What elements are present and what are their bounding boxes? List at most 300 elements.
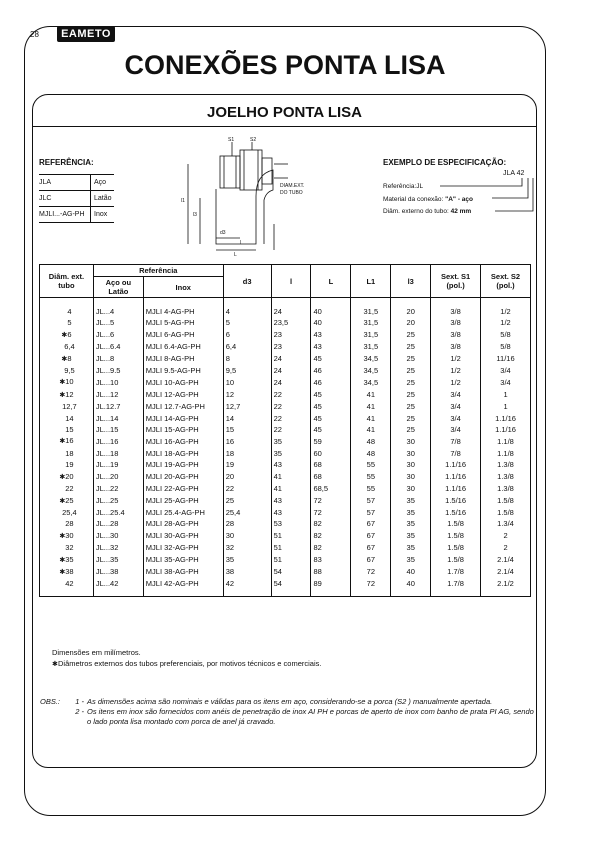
cell-l1: 34,5 bbox=[351, 376, 391, 388]
cell-l: 22 bbox=[271, 401, 311, 412]
cell-l: 41 bbox=[271, 483, 311, 494]
table-row bbox=[40, 542, 531, 553]
cell-inox: MJLI 22-AG-PH bbox=[143, 483, 223, 494]
obs-item bbox=[40, 707, 535, 727]
cell-s2: 1.3/4 bbox=[481, 518, 531, 529]
cell-diam: 22 bbox=[40, 483, 94, 494]
cell-d3: 28 bbox=[223, 518, 271, 529]
spec-connector-lines bbox=[420, 176, 535, 216]
table-row bbox=[40, 448, 531, 459]
cell-aco: JL...14 bbox=[93, 413, 143, 424]
cell-l: 22 bbox=[271, 413, 311, 424]
cell-s1: 3/4 bbox=[431, 401, 481, 412]
cell-L: 45 bbox=[311, 413, 351, 424]
cell-aco: JL...8 bbox=[93, 353, 143, 365]
cell-l3: 35 bbox=[391, 542, 431, 553]
cell-l1: 48 bbox=[351, 448, 391, 459]
cell-d3: 38 bbox=[223, 566, 271, 578]
cell-aco: JL.12.7 bbox=[93, 401, 143, 412]
cell-s2: 3/4 bbox=[481, 376, 531, 388]
cell-aco: JL...22 bbox=[93, 483, 143, 494]
cell-d3: 25 bbox=[223, 495, 271, 507]
brand-logo: EAMETO bbox=[57, 26, 115, 42]
spec-material-label: Material da conexão: bbox=[383, 196, 446, 203]
divider bbox=[32, 126, 537, 127]
cell-diam: 9,5 bbox=[40, 365, 94, 376]
cell-inox: MJLI 6.4-AG-PH bbox=[143, 341, 223, 352]
cell-s2: 2.1/4 bbox=[481, 566, 531, 578]
cell-aco: JL...12 bbox=[93, 389, 143, 401]
cell-s2: 1.1/16 bbox=[481, 424, 531, 435]
col-header-l3: l3 bbox=[391, 265, 431, 298]
star-icon: ✱ bbox=[61, 355, 68, 363]
obs-text: Os itens em inox são fornecidos com anéis de penetração de inox AI PH e porcas de aperto de inox com banho de prata PI AG, sendo o lado ponta lisa montado com porca de anel já cravado. bbox=[87, 707, 534, 726]
cell-aco: JL...6 bbox=[93, 329, 143, 341]
cell-diam: ✱16 bbox=[40, 435, 94, 447]
table-row bbox=[40, 317, 531, 328]
cell-l3: 25 bbox=[391, 401, 431, 412]
cell-d3: 6,4 bbox=[223, 341, 271, 352]
note-preferred-text: Diâmetros externos dos tubos preferenciais, por motivos técnicos e comerciais. bbox=[58, 659, 322, 668]
cell-L: 40 bbox=[311, 317, 351, 328]
cell-s2: 1.3/8 bbox=[481, 471, 531, 483]
cell-s1: 1.1/16 bbox=[431, 459, 481, 470]
star-icon: ✱ bbox=[59, 556, 66, 564]
cell-l1: 31,5 bbox=[351, 341, 391, 352]
cell-l: 35 bbox=[271, 435, 311, 447]
obs-number: 1 - bbox=[75, 697, 84, 706]
cell-d3: 12,7 bbox=[223, 401, 271, 412]
cell-l1: 31,5 bbox=[351, 317, 391, 328]
cell-L: 45 bbox=[311, 353, 351, 365]
table-row bbox=[40, 518, 531, 529]
cell-l: 51 bbox=[271, 542, 311, 553]
cell-L: 43 bbox=[311, 341, 351, 352]
cell-s2: 1/2 bbox=[481, 298, 531, 318]
spec-material-value: "A" - aço bbox=[445, 196, 473, 203]
cell-l1: 41 bbox=[351, 389, 391, 401]
cell-l3: 25 bbox=[391, 329, 431, 341]
table-row bbox=[40, 401, 531, 412]
reference-material: Inox bbox=[94, 211, 108, 218]
cell-inox: MJLI 4-AG-PH bbox=[143, 298, 223, 318]
cell-l: 43 bbox=[271, 495, 311, 507]
cell-inox: MJLI 30-AG-PH bbox=[143, 530, 223, 542]
cell-inox: MJLI 19-AG-PH bbox=[143, 459, 223, 470]
cell-L: 46 bbox=[311, 365, 351, 376]
label-s2: S2 bbox=[250, 137, 257, 143]
cell-l1: 67 bbox=[351, 518, 391, 529]
table-row bbox=[40, 376, 531, 388]
cell-L: 46 bbox=[311, 376, 351, 388]
cell-inox: MJLI 42-AG-PH bbox=[143, 578, 223, 596]
cell-aco: JL...19 bbox=[93, 459, 143, 470]
table-row bbox=[40, 483, 531, 494]
cell-diam: ✱35 bbox=[40, 554, 94, 566]
cell-s2: 2.1/4 bbox=[481, 554, 531, 566]
obs-label: OBS.: bbox=[40, 697, 61, 706]
cell-diam: 25,4 bbox=[40, 507, 94, 518]
cell-l: 51 bbox=[271, 554, 311, 566]
cell-diam: 28 bbox=[40, 518, 94, 529]
obs-text: As dimensões acima são nominais e válidas para os itens em aço, considerando-se a porca (S2 ) manualmente apertada. bbox=[87, 697, 493, 706]
cell-inox: MJLI 28-AG-PH bbox=[143, 518, 223, 529]
cell-s2: 2.1/2 bbox=[481, 578, 531, 596]
table-row bbox=[40, 298, 531, 318]
cell-aco: JL...4 bbox=[93, 298, 143, 318]
cell-inox: MJLI 5-AG-PH bbox=[143, 317, 223, 328]
cell-diam: 12,7 bbox=[40, 401, 94, 412]
cell-L: 40 bbox=[311, 298, 351, 318]
cell-diam: ✱25 bbox=[40, 495, 94, 507]
cell-l1: 72 bbox=[351, 578, 391, 596]
cell-l3: 35 bbox=[391, 507, 431, 518]
cell-L: 45 bbox=[311, 424, 351, 435]
spec-code: JLA 42 bbox=[503, 170, 525, 177]
cell-l: 43 bbox=[271, 507, 311, 518]
table-row bbox=[40, 365, 531, 376]
cell-d3: 32 bbox=[223, 542, 271, 553]
table-row bbox=[40, 471, 531, 483]
cell-L: 60 bbox=[311, 448, 351, 459]
cell-aco: JL...9.5 bbox=[93, 365, 143, 376]
cell-d3: 9,5 bbox=[223, 365, 271, 376]
star-icon: ✱ bbox=[59, 379, 66, 387]
cell-diam: 18 bbox=[40, 448, 94, 459]
cell-aco: JL...30 bbox=[93, 530, 143, 542]
cell-s1: 1.5/8 bbox=[431, 542, 481, 553]
cell-diam: 6,4 bbox=[40, 341, 94, 352]
cell-s2: 2 bbox=[481, 530, 531, 542]
cell-s1: 3/4 bbox=[431, 389, 481, 401]
label-L: L bbox=[234, 252, 237, 258]
note-units: Dimensões em milímetros. bbox=[52, 648, 141, 657]
cell-s2: 1/2 bbox=[481, 317, 531, 328]
cell-l1: 41 bbox=[351, 424, 391, 435]
cell-L: 89 bbox=[311, 578, 351, 596]
cell-l1: 67 bbox=[351, 530, 391, 542]
cell-s1: 3/4 bbox=[431, 424, 481, 435]
col-header-s2: Sext. S2 (pol.) bbox=[481, 265, 531, 298]
table-row bbox=[40, 353, 531, 365]
cell-l1: 72 bbox=[351, 566, 391, 578]
cell-diam: ✱6 bbox=[40, 329, 94, 341]
cell-L: 68 bbox=[311, 471, 351, 483]
table-row bbox=[40, 435, 531, 447]
cell-l1: 55 bbox=[351, 483, 391, 494]
table-row bbox=[40, 413, 531, 424]
cell-aco: JL...15 bbox=[93, 424, 143, 435]
table-row bbox=[40, 554, 531, 566]
cell-L: 72 bbox=[311, 495, 351, 507]
table-row bbox=[40, 495, 531, 507]
cell-s1: 3/8 bbox=[431, 298, 481, 318]
cell-l3: 35 bbox=[391, 518, 431, 529]
label-diam: DIAM.EXT. bbox=[280, 183, 305, 189]
cell-inox: MJLI 25.4-AG-PH bbox=[143, 507, 223, 518]
label-l: l bbox=[240, 240, 242, 246]
col-header-s1: Sext. S1 (pol.) bbox=[431, 265, 481, 298]
cell-diam: ✱20 bbox=[40, 471, 94, 483]
cell-s1: 1.5/8 bbox=[431, 554, 481, 566]
cell-l: 23,5 bbox=[271, 317, 311, 328]
cell-inox: MJLI 6-AG-PH bbox=[143, 329, 223, 341]
cell-l: 23 bbox=[271, 341, 311, 352]
cell-l1: 55 bbox=[351, 459, 391, 470]
label-tubo: DO TUBO bbox=[280, 190, 303, 196]
reference-code: JLC bbox=[39, 191, 91, 206]
cell-l1: 48 bbox=[351, 435, 391, 447]
star-icon: ✱ bbox=[59, 497, 66, 505]
cell-d3: 18 bbox=[223, 448, 271, 459]
cell-s1: 1.5/8 bbox=[431, 530, 481, 542]
cell-s2: 2 bbox=[481, 542, 531, 553]
reference-title: REFERÊNCIA: bbox=[39, 158, 94, 167]
cell-s1: 3/8 bbox=[431, 317, 481, 328]
cell-inox: MJLI 25-AG-PH bbox=[143, 495, 223, 507]
cell-L: 83 bbox=[311, 554, 351, 566]
cell-l1: 55 bbox=[351, 471, 391, 483]
cell-d3: 22 bbox=[223, 483, 271, 494]
cell-inox: MJLI 12-AG-PH bbox=[143, 389, 223, 401]
cell-s1: 1/2 bbox=[431, 353, 481, 365]
reference-material: Latão bbox=[94, 195, 112, 202]
page-number: 28 bbox=[30, 30, 39, 39]
cell-l: 51 bbox=[271, 530, 311, 542]
cell-inox: MJLI 14-AG-PH bbox=[143, 413, 223, 424]
cell-inox: MJLI 8-AG-PH bbox=[143, 353, 223, 365]
cell-s2: 3/4 bbox=[481, 365, 531, 376]
cell-s2: 1.5/8 bbox=[481, 495, 531, 507]
reference-code: JLA bbox=[39, 175, 91, 190]
cell-s2: 1 bbox=[481, 389, 531, 401]
cell-d3: 14 bbox=[223, 413, 271, 424]
cell-s1: 1.5/16 bbox=[431, 507, 481, 518]
cell-s1: 3/8 bbox=[431, 329, 481, 341]
cell-d3: 4 bbox=[223, 298, 271, 318]
reference-row bbox=[39, 190, 114, 206]
cell-l: 22 bbox=[271, 389, 311, 401]
cell-s2: 11/16 bbox=[481, 353, 531, 365]
cell-s2: 1.1/8 bbox=[481, 448, 531, 459]
cell-l1: 67 bbox=[351, 554, 391, 566]
spec-title: EXEMPLO DE ESPECIFICAÇÃO: bbox=[383, 158, 507, 167]
elbow-fitting-drawing bbox=[178, 134, 328, 258]
label-l3: l3 bbox=[193, 212, 197, 218]
cell-aco: JL...35 bbox=[93, 554, 143, 566]
cell-diam: 42 bbox=[40, 578, 94, 596]
cell-s1: 3/8 bbox=[431, 341, 481, 352]
cell-l3: 20 bbox=[391, 317, 431, 328]
reference-row bbox=[39, 206, 114, 223]
obs-item bbox=[40, 697, 535, 707]
cell-s1: 1.7/8 bbox=[431, 566, 481, 578]
cell-l1: 31,5 bbox=[351, 329, 391, 341]
table-row bbox=[40, 329, 531, 341]
cell-l: 24 bbox=[271, 298, 311, 318]
star-icon: ✱ bbox=[52, 661, 58, 668]
table-row bbox=[40, 459, 531, 470]
star-icon: ✱ bbox=[59, 391, 66, 399]
cell-l3: 35 bbox=[391, 495, 431, 507]
cell-l: 53 bbox=[271, 518, 311, 529]
cell-diam: ✱12 bbox=[40, 389, 94, 401]
cell-d3: 30 bbox=[223, 530, 271, 542]
table-row bbox=[40, 341, 531, 352]
cell-l: 54 bbox=[271, 566, 311, 578]
cell-d3: 35 bbox=[223, 554, 271, 566]
cell-diam: ✱38 bbox=[40, 566, 94, 578]
label-s1: S1 bbox=[228, 137, 235, 143]
cell-L: 82 bbox=[311, 542, 351, 553]
cell-l1: 67 bbox=[351, 542, 391, 553]
cell-s2: 1.3/8 bbox=[481, 483, 531, 494]
col-header-l: l bbox=[271, 265, 311, 298]
cell-l: 24 bbox=[271, 353, 311, 365]
obs-label-spacer bbox=[40, 707, 72, 727]
table-row bbox=[40, 389, 531, 401]
col-header-l1: L1 bbox=[351, 265, 391, 298]
cell-L: 82 bbox=[311, 518, 351, 529]
cell-l3: 25 bbox=[391, 376, 431, 388]
reference-code: MJLI...-AG-PH bbox=[39, 207, 91, 222]
cell-l3: 25 bbox=[391, 413, 431, 424]
cell-diam: 14 bbox=[40, 413, 94, 424]
cell-d3: 25,4 bbox=[223, 507, 271, 518]
cell-s1: 1/2 bbox=[431, 376, 481, 388]
cell-d3: 12 bbox=[223, 389, 271, 401]
cell-s1: 1.5/8 bbox=[431, 518, 481, 529]
cell-L: 72 bbox=[311, 507, 351, 518]
cell-d3: 42 bbox=[223, 578, 271, 596]
cell-s2: 1.3/8 bbox=[481, 459, 531, 470]
table-row bbox=[40, 578, 531, 596]
cell-l: 24 bbox=[271, 376, 311, 388]
cell-s1: 1.5/16 bbox=[431, 495, 481, 507]
cell-l1: 34,5 bbox=[351, 353, 391, 365]
cell-l3: 30 bbox=[391, 448, 431, 459]
cell-aco: JL...28 bbox=[93, 518, 143, 529]
section-title: JOELHO PONTA LISA bbox=[206, 104, 362, 121]
cell-inox: MJLI 16-AG-PH bbox=[143, 435, 223, 447]
cell-s1: 7/8 bbox=[431, 448, 481, 459]
cell-l3: 30 bbox=[391, 435, 431, 447]
cell-diam: ✱10 bbox=[40, 376, 94, 388]
cell-diam: 19 bbox=[40, 459, 94, 470]
cell-d3: 20 bbox=[223, 471, 271, 483]
observations bbox=[40, 697, 535, 727]
cell-s2: 1.1/8 bbox=[481, 435, 531, 447]
cell-l1: 31,5 bbox=[351, 298, 391, 318]
cell-aco: JL...16 bbox=[93, 435, 143, 447]
star-icon: ✱ bbox=[59, 473, 66, 481]
spec-diameter-label: Diâm. externo do tubo: bbox=[383, 208, 451, 215]
cell-aco: JL...10 bbox=[93, 376, 143, 388]
cell-d3: 10 bbox=[223, 376, 271, 388]
cell-inox: MJLI 10-AG-PH bbox=[143, 376, 223, 388]
col-header-diam: Diâm. ext. tubo bbox=[40, 265, 94, 298]
cell-inox: MJLI 35-AG-PH bbox=[143, 554, 223, 566]
cell-diam: 4 bbox=[40, 298, 94, 318]
table-row bbox=[40, 507, 531, 518]
cell-l1: 41 bbox=[351, 401, 391, 412]
cell-l3: 25 bbox=[391, 389, 431, 401]
dimensions-table bbox=[39, 264, 531, 597]
cell-s1: 1/2 bbox=[431, 365, 481, 376]
cell-aco: JL...25 bbox=[93, 495, 143, 507]
cell-s2: 1.5/8 bbox=[481, 507, 531, 518]
reference-table bbox=[39, 174, 114, 223]
cell-aco: JL...5 bbox=[93, 317, 143, 328]
cell-L: 59 bbox=[311, 435, 351, 447]
cell-l3: 30 bbox=[391, 471, 431, 483]
cell-L: 88 bbox=[311, 566, 351, 578]
cell-l1: 57 bbox=[351, 507, 391, 518]
obs-number: 2 - bbox=[75, 707, 84, 716]
cell-l3: 35 bbox=[391, 554, 431, 566]
cell-inox: MJLI 38-AG-PH bbox=[143, 566, 223, 578]
table-body bbox=[40, 298, 531, 597]
cell-l3: 25 bbox=[391, 353, 431, 365]
cell-L: 68,5 bbox=[311, 483, 351, 494]
cell-l3: 25 bbox=[391, 341, 431, 352]
cell-l3: 35 bbox=[391, 530, 431, 542]
cell-diam: 32 bbox=[40, 542, 94, 553]
cell-l: 41 bbox=[271, 471, 311, 483]
cell-aco: JL...42 bbox=[93, 578, 143, 596]
cell-l1: 34,5 bbox=[351, 365, 391, 376]
table-row bbox=[40, 530, 531, 542]
reference-row bbox=[39, 174, 114, 190]
cell-L: 45 bbox=[311, 389, 351, 401]
notes bbox=[52, 647, 321, 670]
cell-aco: JL...6.4 bbox=[93, 341, 143, 352]
label-d3: d3 bbox=[220, 230, 226, 236]
cell-diam: 15 bbox=[40, 424, 94, 435]
cell-aco: JL...25.4 bbox=[93, 507, 143, 518]
cell-inox: MJLI 18-AG-PH bbox=[143, 448, 223, 459]
star-icon: ✱ bbox=[61, 331, 68, 339]
cell-l3: 25 bbox=[391, 365, 431, 376]
spec-reference: Referência:JL bbox=[383, 183, 424, 190]
cell-l: 54 bbox=[271, 578, 311, 596]
cell-l3: 25 bbox=[391, 424, 431, 435]
star-icon: ✱ bbox=[59, 438, 66, 446]
cell-inox: MJLI 12.7-AG-PH bbox=[143, 401, 223, 412]
star-icon: ✱ bbox=[59, 568, 66, 576]
cell-s1: 1.7/8 bbox=[431, 578, 481, 596]
cell-s1: 3/4 bbox=[431, 413, 481, 424]
cell-l3: 40 bbox=[391, 578, 431, 596]
cell-d3: 6 bbox=[223, 329, 271, 341]
cell-l: 43 bbox=[271, 459, 311, 470]
cell-d3: 5 bbox=[223, 317, 271, 328]
cell-aco: JL...38 bbox=[93, 566, 143, 578]
cell-s1: 1.1/16 bbox=[431, 483, 481, 494]
cell-diam: 5 bbox=[40, 317, 94, 328]
cell-s2: 1 bbox=[481, 401, 531, 412]
col-header-d3: d3 bbox=[223, 265, 271, 298]
cell-l1: 41 bbox=[351, 413, 391, 424]
table-row bbox=[40, 424, 531, 435]
cell-diam: ✱30 bbox=[40, 530, 94, 542]
cell-L: 68 bbox=[311, 459, 351, 470]
cell-l1: 57 bbox=[351, 495, 391, 507]
cell-L: 43 bbox=[311, 329, 351, 341]
cell-l3: 30 bbox=[391, 483, 431, 494]
cell-inox: MJLI 9.5-AG-PH bbox=[143, 365, 223, 376]
col-header-inox: Inox bbox=[143, 277, 223, 298]
